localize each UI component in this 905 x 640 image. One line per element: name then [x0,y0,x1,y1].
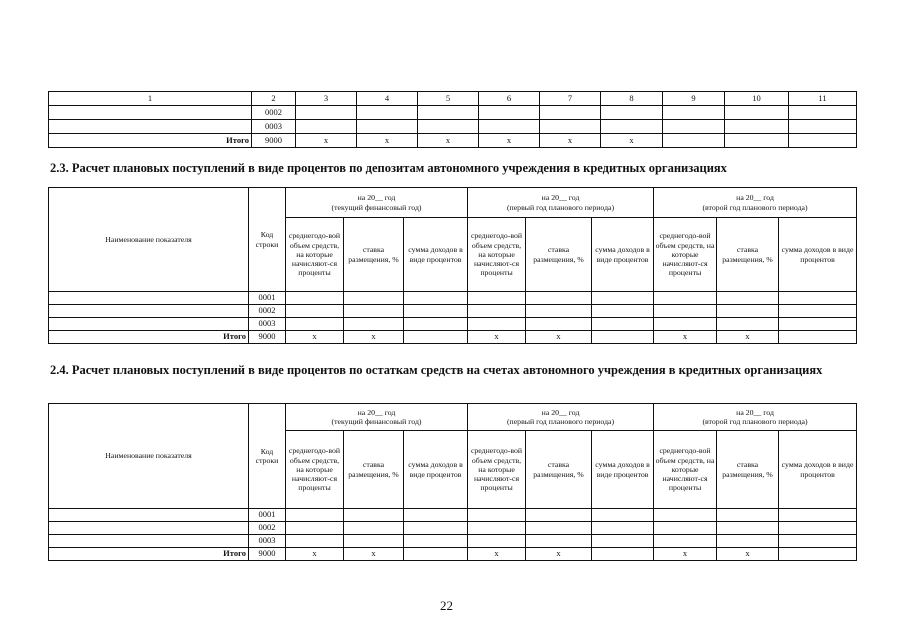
row-name [49,318,249,331]
subcol-header: среднегодо-вой объем средств, на которые начисляют-ся проценты [654,218,717,292]
col-num: 3 [296,92,357,106]
subcol-header: сумма доходов в виде процентов [592,218,654,292]
period-header [468,404,654,431]
cell [404,522,468,535]
cell [418,120,479,134]
subcol-header: среднегодо-вой объем средств, на которые начисляют-ся проценты [654,431,717,509]
total-label: Итого [49,134,252,148]
cell [717,522,779,535]
cell [717,535,779,548]
cell [654,535,717,548]
table-row [49,106,857,120]
table-row [49,305,857,318]
row-code: 0002 [249,305,286,318]
cell [404,331,468,344]
cell: x [468,548,526,561]
cell [592,292,654,305]
cell [592,318,654,331]
cell [344,305,404,318]
row-name [49,120,252,134]
cell [286,509,344,522]
table-row [49,120,857,134]
total-label: Итого [49,331,249,344]
cell [468,305,526,318]
cell [663,134,725,148]
cell: x [418,134,479,148]
cell [592,535,654,548]
cell [286,522,344,535]
cell [526,305,592,318]
cell [540,120,601,134]
cell [592,509,654,522]
cell [344,318,404,331]
total-row [49,134,857,148]
cell [344,535,404,548]
cell [468,509,526,522]
period-header [468,188,654,218]
total-label: Итого [49,548,249,561]
subcol-header: сумма доходов в виде процентов [404,431,468,509]
cell: x [344,331,404,344]
col-num: 7 [540,92,601,106]
cell [654,522,717,535]
cell: x [526,331,592,344]
cell [526,509,592,522]
col-name-header: Наименование показателя [49,188,249,292]
cell [404,535,468,548]
cell [344,292,404,305]
cell [601,106,663,120]
column-number-row [49,92,857,106]
period-label: (текущий финансовый год) [331,202,422,212]
cell [526,292,592,305]
row-code: 0001 [249,292,286,305]
row-name [49,106,252,120]
cell [540,106,601,120]
cell [779,509,857,522]
cell [725,106,789,120]
cell [526,318,592,331]
cell [418,106,479,120]
row-name [49,305,249,318]
cell [779,318,857,331]
deposits-interest-table [48,187,857,344]
row-code: 0003 [249,318,286,331]
period-year: на 20__ год [357,193,396,203]
cell: x [717,548,779,561]
cell [468,292,526,305]
cell [592,305,654,318]
row-code: 0003 [252,120,296,134]
cell [789,120,857,134]
table-row [49,509,857,522]
cell [717,509,779,522]
cell [717,292,779,305]
subcol-header: ставка размещения, % [344,431,404,509]
period-label: (второй год планового периода) [702,417,808,426]
subcol-header: ставка размещения, % [717,431,779,509]
table-row [49,522,857,535]
cell [286,305,344,318]
section-heading-2-4: 2.4. Расчет плановых поступлений в виде процентов по остаткам средств на счетах автономного учреждения в кредитных организациях [50,363,823,377]
cell [717,305,779,318]
cell [526,522,592,535]
cell [789,134,857,148]
subcol-header: среднегодо-вой объем средств, на которые начисляют-ся проценты [286,218,344,292]
cell: x [526,548,592,561]
col-num: 9 [663,92,725,106]
cell: x [357,134,418,148]
cell [286,535,344,548]
cell [404,305,468,318]
cell: x [654,331,717,344]
cell [592,331,654,344]
cell [601,120,663,134]
row-name [49,535,249,548]
subcol-header: среднегодо-вой объем средств, на которые начисляют-ся проценты [468,431,526,509]
period-label: (текущий финансовый год) [331,417,422,426]
cell [663,106,725,120]
subcol-header: среднегодо-вой объем средств, на которые начисляют-ся проценты [286,431,344,509]
row-code: 0003 [249,535,286,548]
cell [404,548,468,561]
row-name [49,509,249,522]
subcol-header: ставка размещения, % [717,218,779,292]
subcol-header: среднегодо-вой объем средств, на которые начисляют-ся проценты [468,218,526,292]
cell [404,292,468,305]
col-num: 4 [357,92,418,106]
period-header [286,188,468,218]
cell [592,522,654,535]
col-num: 6 [479,92,540,106]
cell [286,292,344,305]
cell [357,106,418,120]
cell [468,535,526,548]
cell: x [540,134,601,148]
row-code: 9000 [249,548,286,561]
total-row [49,548,857,561]
row-code: 9000 [252,134,296,148]
cell [357,120,418,134]
cell [663,120,725,134]
section-heading-2-3: 2.3. Расчет плановых поступлений в виде процентов по депозитам автономного учреждения в кредитных организациях [50,161,727,175]
cell [404,509,468,522]
period-header-row [49,404,857,431]
cell [779,522,857,535]
period-header-row [49,188,857,218]
cell [468,318,526,331]
col-num: 5 [418,92,479,106]
cell [717,318,779,331]
subcol-header: сумма доходов в виде процентов [779,218,857,292]
cell [468,522,526,535]
cell [296,120,357,134]
subcol-header: ставка размещения, % [344,218,404,292]
cell [779,292,857,305]
row-code: 0002 [249,522,286,535]
col-code-header: Код строки [249,404,286,509]
period-year: на 20__ год [541,407,580,417]
period-year: на 20__ год [357,407,396,417]
cell [779,305,857,318]
period-year: на 20__ год [736,193,774,203]
col-num: 11 [789,92,857,106]
col-num: 10 [725,92,789,106]
col-code-header: Код строки [249,188,286,292]
cell [404,318,468,331]
subcol-header: сумма доходов в виде процентов [592,431,654,509]
continuation-table [48,91,857,148]
cell: x [654,548,717,561]
period-year: на 20__ год [541,193,580,203]
cell: x [717,331,779,344]
cell [654,305,717,318]
cell: x [468,331,526,344]
cell: x [344,548,404,561]
cell [296,106,357,120]
cell: x [479,134,540,148]
cell [344,522,404,535]
cell [725,134,789,148]
cell: x [601,134,663,148]
cell [479,120,540,134]
table-row [49,535,857,548]
period-label: (первый год планового периода) [506,417,615,426]
cell [654,509,717,522]
period-header [286,404,468,431]
row-code: 0002 [252,106,296,120]
cell [779,331,857,344]
cell [526,535,592,548]
subcol-header: ставка размещения, % [526,218,592,292]
cell [779,548,857,561]
table-row [49,292,857,305]
row-name [49,522,249,535]
row-code: 0001 [249,509,286,522]
cell [479,106,540,120]
col-num: 2 [252,92,296,106]
cell: x [286,331,344,344]
row-name [49,292,249,305]
subcol-header: сумма доходов в виде процентов [404,218,468,292]
cell [592,548,654,561]
period-label: (первый год планового периода) [506,202,615,212]
period-header [654,404,857,431]
cell: x [286,548,344,561]
page-number: 22 [440,598,453,613]
cell [286,318,344,331]
period-label: (второй год планового периода) [702,202,808,212]
row-code: 9000 [249,331,286,344]
account-balances-interest-table [48,403,857,561]
subcol-header: сумма доходов в виде процентов [779,431,857,509]
cell [779,535,857,548]
cell: x [296,134,357,148]
col-num: 8 [601,92,663,106]
table-row [49,318,857,331]
col-num: 1 [49,92,252,106]
period-year: на 20__ год [736,407,774,417]
total-row [49,331,857,344]
col-name-header: Наименование показателя [49,404,249,509]
cell [654,292,717,305]
cell [344,509,404,522]
period-header [654,188,857,218]
cell [789,106,857,120]
cell [654,318,717,331]
cell [725,120,789,134]
subcol-header: ставка размещения, % [526,431,592,509]
